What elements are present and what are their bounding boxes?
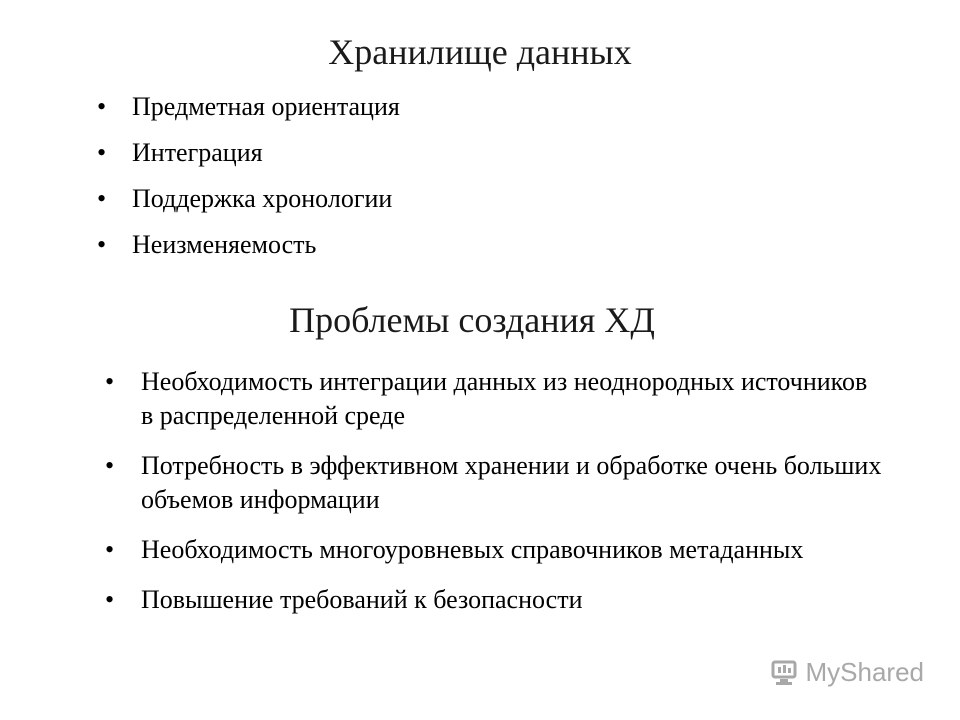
bullet: •: [105, 585, 115, 614]
bullet: •: [105, 451, 115, 480]
mysharedlogo-icon: [770, 660, 800, 686]
bullet: •: [97, 92, 107, 121]
section-title-storage: Хранилище данных: [328, 32, 632, 72]
list-item-text: Потребность в эффективном хранении и обработке очень больших объемов информации: [141, 451, 882, 514]
list-item-text: Интеграция: [132, 138, 263, 167]
list-item: [105, 583, 885, 617]
list-item-text: Необходимость многоуровневых справочников метаданных: [141, 535, 804, 564]
list-item: [105, 449, 885, 517]
section-title-problems: Проблемы создания ХД: [289, 300, 655, 340]
list-item: [105, 365, 885, 433]
watermark: [770, 657, 925, 688]
watermark-text: MyShared: [805, 657, 924, 687]
list-item-text: Поддержка хронологии: [132, 184, 393, 213]
list-item-text: Неизменяемость: [132, 230, 317, 259]
problems-list: [105, 365, 885, 633]
list-item-text: Необходимость интеграции данных из неоднородных источников в распределенной среде: [141, 367, 868, 430]
bullet: •: [105, 535, 115, 564]
bullet: •: [105, 367, 115, 396]
bullet: •: [97, 230, 107, 259]
bullet: •: [97, 138, 107, 167]
bullet: •: [97, 184, 107, 213]
list-item-text: Предметная ориентация: [132, 92, 400, 121]
list-item-text: Повышение требований к безопасности: [141, 585, 583, 614]
list-item: [105, 533, 885, 567]
